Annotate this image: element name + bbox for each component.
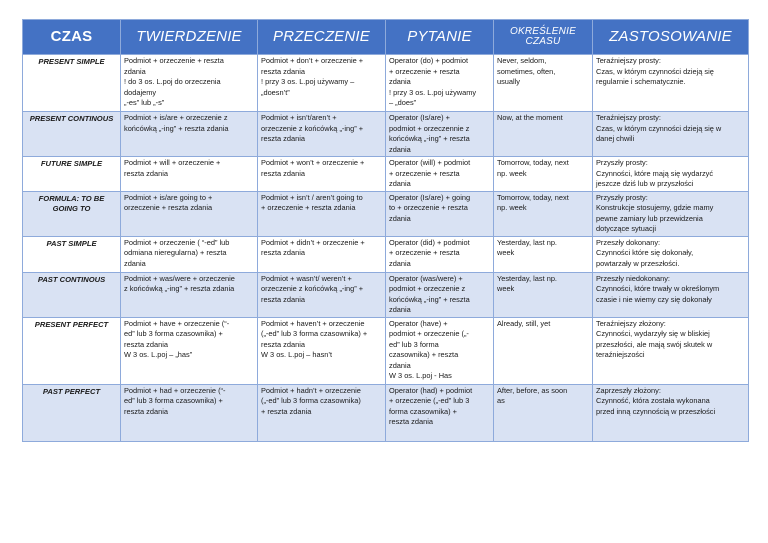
pytanie-text-line: czasownika) + reszta: [389, 350, 459, 360]
twierdzenie-cell: [121, 384, 258, 441]
zastosowanie-text-line: Teraźniejszy prosty:: [596, 56, 661, 65]
pytanie-text-line: zdania: [389, 77, 411, 87]
tense-name-cell: PAST PERFECT: [23, 384, 121, 441]
przeczenie-text-line: („-ed” lub 3 forma czasownika) +: [261, 329, 368, 339]
pytanie-text-line: podmiot + orzeczenie z: [389, 284, 466, 294]
table-row: [23, 55, 749, 112]
pytanie-text-line: Operator (did) + podmiot: [389, 237, 470, 247]
pytanie-text-line: końcówką „-ing” + reszta: [389, 294, 470, 304]
pytanie-text-line: ed” lub 3 forma: [389, 339, 439, 349]
przeczenie-text-line: reszta zdania: [261, 168, 305, 178]
twierdzenie-cell: [121, 236, 258, 272]
pytanie-cell: [386, 317, 494, 384]
twierdzenie-text-line: Podmiot + is/are going to +: [124, 192, 213, 202]
zastosowanie-cell: [593, 236, 749, 272]
twierdzenie-text-line: Podmiot + orzeczenie + reszta: [124, 56, 224, 65]
header-twierdzenie: TWIERDZENIE: [121, 20, 258, 55]
pytanie-text-line: ! przy 3 os. L.poj używamy: [389, 87, 477, 97]
okreslenie-text-line: Now, at the moment: [497, 113, 563, 122]
okreslenie-cell: [494, 384, 593, 441]
okreslenie-cell: [494, 55, 593, 112]
twierdzenie-text-line: Podmiot + will + orzeczenie +: [124, 158, 221, 168]
table-row: [23, 191, 749, 236]
pytanie-text-line: Operator (Is/are) + going: [389, 192, 471, 202]
zastosowanie-text-line: Czas, w którym czynności dzieją się w: [596, 123, 722, 133]
twierdzenie-text-line: „-es” lub „-s”: [124, 98, 165, 108]
pytanie-text-line: Operator (do) + podmiot: [389, 56, 469, 65]
zastosowanie-text-line: Przeszły dokonany:: [596, 237, 661, 247]
okreslenie-text-line: Never, seldom,: [497, 56, 547, 65]
header-okreslenie-line: CZASU: [525, 36, 561, 47]
pytanie-cell: [386, 112, 494, 157]
twierdzenie-text-line: Podmiot + have + orzeczenie (“-: [124, 318, 230, 328]
pytanie-text-line: podmiot + orzeczenie („-: [389, 329, 469, 339]
zastosowanie-text-line: powtarzały w przeszłości.: [596, 258, 680, 268]
pytanie-text-line: – „does”: [389, 98, 417, 108]
okreslenie-cell: [494, 236, 593, 272]
zastosowanie-text-line: Czynności, wydarzyły się w bliskiej: [596, 329, 710, 339]
przeczenie-text-line: Podmiot + isn’t / aren’t going to: [261, 192, 363, 202]
przeczenie-text-line: Podmiot + haven’t + orzeczenie: [261, 318, 365, 328]
zastosowanie-cell: [593, 157, 749, 192]
grammar-tenses-table: [22, 19, 749, 442]
przeczenie-cell: [258, 157, 386, 192]
pytanie-text-line: Operator (had) + podmiot: [389, 385, 473, 395]
przeczenie-cell: [258, 191, 386, 236]
pytanie-text-line: reszta zdania: [389, 417, 433, 427]
przeczenie-text-line: reszta zdania: [261, 134, 305, 144]
twierdzenie-cell: [121, 317, 258, 384]
pytanie-text-line: Operator (was/were) +: [389, 273, 463, 283]
zastosowanie-text-line: czasie i nie wiemy czy się dokonały: [596, 294, 712, 304]
okreslenie-text-line: np. week: [497, 168, 527, 178]
okreslenie-cell: [494, 157, 593, 192]
header-okreslenie-line: OKREŚLENIE: [510, 25, 576, 37]
twierdzenie-text-line: Podmiot + had + orzeczenie (“-: [124, 385, 226, 395]
przeczenie-text-line: W 3 os. L.poj – hasn’t: [261, 350, 333, 360]
pytanie-text-line: zdania: [389, 360, 411, 370]
zastosowanie-cell: [593, 191, 749, 236]
twierdzenie-text-line: z końcówką „-ing” + reszta zdania: [124, 284, 235, 294]
twierdzenie-text-line: Podmiot + orzeczenie ( “-ed” lub: [124, 237, 230, 247]
przeczenie-text-line: Podmiot + hadn’t + orzeczenie: [261, 385, 361, 395]
twierdzenie-cell: [121, 272, 258, 317]
header-zastosowanie: ZASTOSOWANIE: [593, 20, 749, 55]
przeczenie-text-line: („-ed” lub 3 forma czasownika): [261, 396, 361, 406]
table-row: [23, 112, 749, 157]
table-row: [23, 236, 749, 272]
pytanie-text-line: + orzeczenie + reszta: [389, 168, 460, 178]
zastosowanie-text-line: Zaprzeszły złożony:: [596, 385, 661, 395]
pytanie-cell: [386, 55, 494, 112]
zastosowanie-cell: [593, 317, 749, 384]
przeczenie-text-line: ! przy 3 os. L.poj używamy –: [261, 77, 355, 87]
zastosowanie-text-line: Czynność, która została wykonana: [596, 396, 710, 406]
zastosowanie-text-line: Teraźniejszy złożony:: [596, 318, 666, 328]
zastosowanie-text-line: Przeszły niedokonany:: [596, 273, 670, 283]
przeczenie-text-line: orzeczenie z końcówką „-ing” +: [261, 284, 364, 294]
okreslenie-text-line: as: [497, 396, 505, 406]
przeczenie-text-line: „doesn’t”: [261, 87, 290, 97]
przeczenie-cell: [258, 317, 386, 384]
zastosowanie-text-line: pewne zamiary lub przewidzenia: [596, 213, 703, 223]
tense-name-cell: PAST CONTINOUS: [23, 272, 121, 317]
table-row: [23, 384, 749, 441]
pytanie-cell: [386, 236, 494, 272]
zastosowanie-text-line: przed inną czynnością w przeszłości: [596, 406, 716, 416]
przeczenie-text-line: reszta zdania: [261, 248, 305, 258]
twierdzenie-cell: [121, 157, 258, 192]
twierdzenie-text-line: zdania: [124, 258, 146, 268]
przeczenie-text-line: + orzeczenie + reszta zdania: [261, 203, 356, 213]
twierdzenie-text-line: ed” lub 3 forma czasownika) +: [124, 396, 223, 406]
zastosowanie-text-line: Czynności które się dokonały,: [596, 248, 694, 258]
pytanie-text-line: zdania: [389, 144, 411, 154]
pytanie-cell: [386, 191, 494, 236]
twierdzenie-text-line: Podmiot + is/are + orzeczenie z: [124, 113, 228, 122]
przeczenie-cell: [258, 272, 386, 317]
okreslenie-text-line: Already, still, yet: [497, 318, 551, 328]
pytanie-text-line: + orzeczenie + reszta: [389, 66, 460, 76]
zastosowanie-text-line: Przyszły prosty:: [596, 192, 648, 202]
przeczenie-cell: [258, 55, 386, 112]
okreslenie-text-line: week: [497, 248, 515, 258]
pytanie-text-line: podmiot + orzeczennie z: [389, 123, 470, 133]
tense-name-cell: FORMULA: TO BE GOING TO: [23, 191, 121, 236]
zastosowanie-text-line: Konstrukcje stosujemy, gdzie mamy: [596, 203, 714, 213]
twierdzenie-text-line: ! do 3 os. L.poj do orzeczenia: [124, 77, 221, 87]
pytanie-text-line: zdania: [389, 305, 411, 315]
przeczenie-text-line: Podmiot + didn’t + orzeczenie +: [261, 237, 365, 247]
table-row: [23, 157, 749, 192]
header-okreslenie-czasu: [494, 20, 593, 55]
okreslenie-text-line: Tomorrow, today, next: [497, 192, 569, 202]
pytanie-text-line: Operator (Is/are) +: [389, 113, 450, 122]
okreslenie-cell: [494, 272, 593, 317]
zastosowanie-text-line: Czynności, które trwały w określonym: [596, 284, 720, 294]
zastosowanie-text-line: teraźniejszości: [596, 350, 645, 360]
przeczenie-cell: [258, 112, 386, 157]
okreslenie-text-line: sometimes, often,: [497, 66, 556, 76]
twierdzenie-text-line: reszta zdania: [124, 406, 168, 416]
pytanie-text-line: zdania: [389, 258, 411, 268]
zastosowanie-text-line: dotyczące sytuacji: [596, 224, 656, 234]
pytanie-text-line: to + orzeczenie + reszta: [389, 203, 468, 213]
pytanie-cell: [386, 384, 494, 441]
header-pytanie: PYTANIE: [386, 20, 494, 55]
tense-name-cell: PRESENT CONTINOUS: [23, 112, 121, 157]
twierdzenie-text-line: reszta zdania: [124, 168, 168, 178]
twierdzenie-cell: [121, 55, 258, 112]
twierdzenie-text-line: odmiana nieregularna) + reszta: [124, 248, 227, 258]
okreslenie-text-line: Yesterday, last np.: [497, 273, 557, 283]
przeczenie-text-line: reszta zdania: [261, 66, 305, 76]
pytanie-text-line: Operator (will) + podmiot: [389, 158, 471, 168]
zastosowanie-text-line: przeszłości, ale mają swój skutek w: [596, 339, 713, 349]
zastosowanie-cell: [593, 272, 749, 317]
pytanie-text-line: końcówką „-ing” + reszta: [389, 134, 470, 144]
tense-name-cell: PRESENT SIMPLE: [23, 55, 121, 112]
twierdzenie-text-line: orzeczenie + reszta zdania: [124, 203, 213, 213]
table-row: [23, 317, 749, 384]
pytanie-text-line: zdania: [389, 213, 411, 223]
zastosowanie-text-line: Czynności, które mają się wydarzyć: [596, 168, 714, 178]
table-row: [23, 272, 749, 317]
twierdzenie-text-line: Podmiot + was/were + orzeczenie: [124, 273, 235, 283]
okreslenie-text-line: Yesterday, last np.: [497, 237, 557, 247]
okreslenie-text-line: Tomorrow, today, next: [497, 158, 569, 168]
twierdzenie-cell: [121, 112, 258, 157]
twierdzenie-cell: [121, 191, 258, 236]
zastosowanie-cell: [593, 112, 749, 157]
zastosowanie-cell: [593, 55, 749, 112]
pytanie-cell: [386, 272, 494, 317]
header-czas: CZAS: [23, 20, 121, 55]
tense-name-cell: FUTURE SIMPLE: [23, 157, 121, 192]
twierdzenie-text-line: reszta zdania: [124, 339, 168, 349]
okreslenie-text-line: week: [497, 284, 515, 294]
zastosowanie-text-line: danej chwili: [596, 134, 635, 144]
okreslenie-text-line: np. week: [497, 203, 527, 213]
twierdzenie-text-line: zdania: [124, 66, 146, 76]
twierdzenie-text-line: końcówką „-ing” + reszta zdania: [124, 123, 229, 133]
pytanie-text-line: + orzeczenie + reszta: [389, 248, 460, 258]
twierdzenie-text-line: W 3 os. L.poj – „has”: [124, 350, 193, 360]
okreslenie-cell: [494, 317, 593, 384]
okreslenie-text-line: After, before, as soon: [497, 385, 568, 395]
okreslenie-cell: [494, 191, 593, 236]
przeczenie-text-line: orzeczenie z końcówką „-ing” +: [261, 123, 364, 133]
przeczenie-text-line: Podmiot + wasn’t/ weren’t +: [261, 273, 352, 283]
pytanie-text-line: forma czasownika) +: [389, 406, 457, 416]
zastosowanie-text-line: jeszcze dziś lub w przyszłości: [596, 179, 694, 189]
przeczenie-text-line: Podmiot + isn’t/aren’t +: [261, 113, 337, 122]
przeczenie-cell: [258, 236, 386, 272]
przeczenie-text-line: reszta zdania: [261, 294, 305, 304]
zastosowanie-text-line: Czas, w którym czynności dzieją się: [596, 66, 714, 76]
zastosowanie-text-line: Przyszły prosty:: [596, 158, 648, 168]
przeczenie-text-line: + reszta zdania: [261, 406, 312, 416]
przeczenie-cell: [258, 384, 386, 441]
twierdzenie-text-line: dodajemy: [124, 87, 157, 97]
przeczenie-text-line: reszta zdania: [261, 339, 305, 349]
zastosowanie-cell: [593, 384, 749, 441]
pytanie-text-line: W 3 os. L.poj - Has: [389, 371, 452, 381]
zastosowanie-text-line: regularnie i schematycznie.: [596, 77, 686, 87]
pytanie-text-line: zdania: [389, 179, 411, 189]
pytanie-text-line: Operator (have) +: [389, 318, 448, 328]
okreslenie-text-line: usually: [497, 77, 521, 87]
twierdzenie-text-line: ed” lub 3 forma czasownika) +: [124, 329, 223, 339]
zastosowanie-text-line: Teraźniejszy prosty:: [596, 113, 661, 122]
okreslenie-cell: [494, 112, 593, 157]
pytanie-text-line: + orzeczenie („-ed” lub 3: [389, 396, 470, 406]
header-przeczenie: PRZECZENIE: [258, 20, 386, 55]
przeczenie-text-line: Podmiot + don’t + orzeczenie +: [261, 56, 364, 65]
tense-name-cell: PAST SIMPLE: [23, 236, 121, 272]
przeczenie-text-line: Podmiot + won’t + orzeczenie +: [261, 158, 365, 168]
tense-name-cell: PRESENT PERFECT: [23, 317, 121, 384]
pytanie-cell: [386, 157, 494, 192]
header-row: [23, 20, 749, 55]
